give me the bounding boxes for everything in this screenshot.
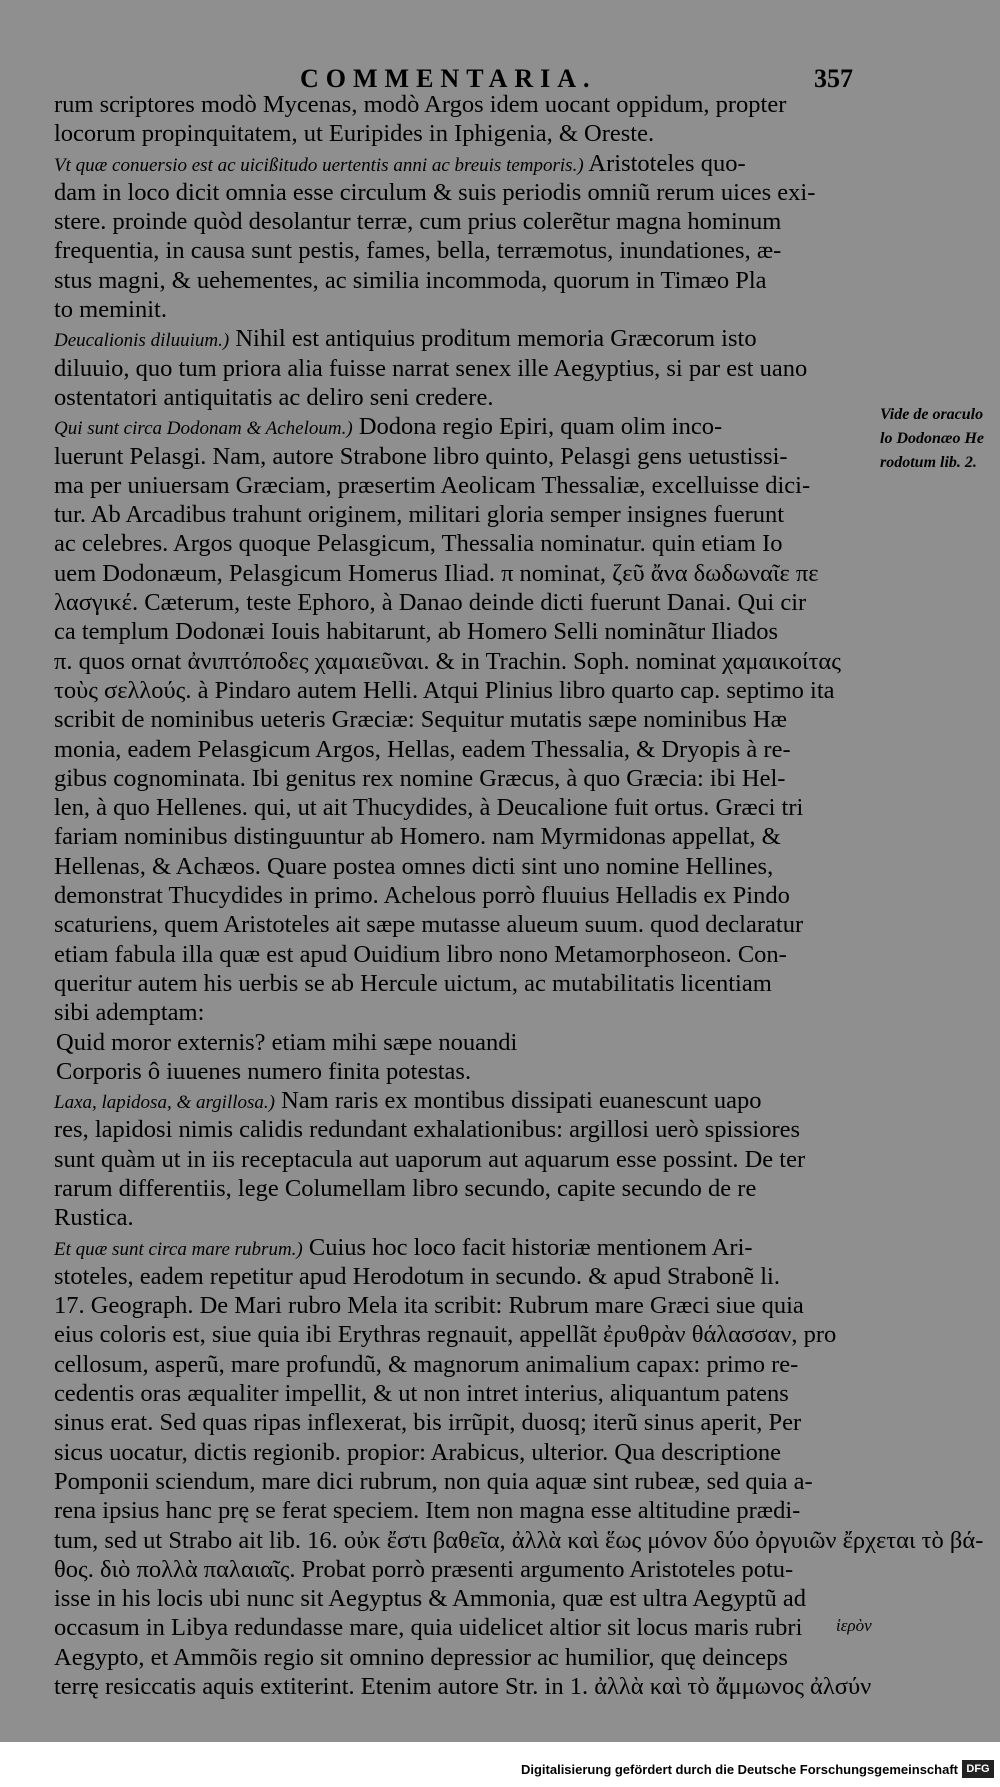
lemma: Deucalionis diluuium.) bbox=[54, 330, 230, 352]
text-line: θος. διὸ πολλὰ παλαιαῖς. Probat porrò præsenti argumento Aristoteles potu- bbox=[54, 1555, 794, 1583]
lemma-continuation: Dodona regio Epiri, quam olim inco- bbox=[352, 413, 723, 441]
folio-number: 357 bbox=[814, 64, 853, 93]
text-line: scaturiens, quem Aristoteles ait sæpe mutasse alueum suum. quod declaratur bbox=[54, 911, 804, 939]
text-line: ca templum Dodonæi Iouis habitarunt, ab Homero Selli nominãtur Iliados bbox=[54, 618, 778, 646]
text-line: ac celebres. Argos quoque Pelasgicum, Thessalia nominatur. quin etiam Io bbox=[54, 530, 783, 558]
text-line: fariam nominibus distinguuntur ab Homero. nam Myrmidonas appellat, & bbox=[54, 823, 781, 851]
text-line: terrę resiccatis aquis extiterint. Etenim autore Str. in 1. ἀλλὰ καὶ τὸ ἄμμωνος ἀλσύν bbox=[54, 1673, 872, 1701]
text-line: diluuio, quo tum priora alia fuisse narrat senex ille Aegyptius, si par est uano bbox=[54, 354, 808, 382]
text-line: dam in loco dicit omnia esse circulum & suis periodis omniũ rerum uices exi- bbox=[54, 178, 816, 206]
text-line: to meminit. bbox=[54, 296, 167, 324]
text-line: monia, eadem Pelasgicum Argos, Hellas, eadem Thessalia, & Dryopis à re- bbox=[54, 735, 791, 763]
text-line-lemma bbox=[54, 149, 874, 178]
text-line: τοὺς σελλούς. à Pindaro autem Helli. Atqui Plinius libro quarto cap. septimo ita bbox=[54, 676, 835, 704]
lemma-continuation: Nam raris ex montibus dissipati euanescunt uapo bbox=[274, 1087, 762, 1115]
text-line: len, à quo Hellenes. qui, ut ait Thucydides, à Deucalione fuit ortus. Græci tri bbox=[54, 794, 804, 822]
text-line: queritur autem his uerbis se ab Hercule uictum, ac mutabilitatis licentiam bbox=[54, 969, 772, 997]
text-line: rarum differentiis, lege Columellam libro secundo, capite secundo de re bbox=[54, 1174, 757, 1202]
text-line: uem Dodonæum, Pelasgicum Homerus Iliad. π nominat, ζεῦ ἄνα δωδωναῖε πε bbox=[54, 559, 819, 587]
text-line: rum scriptores modò Mycenas, modò Argos idem uocant oppidum, propter bbox=[54, 91, 787, 118]
lemma: Vt quæ conuersio est ac uicißitudo uertentis anni ac breuis temporis.) bbox=[54, 154, 584, 176]
text-line: tum, sed ut Strabo ait lib. 16. οὐκ ἔστι βαθεῖα, ἀλλὰ καὶ ἕως μόνον δύο ὀργυιῶν ἔρχεται τὸ βά- bbox=[54, 1526, 984, 1554]
text-line: demonstrat Thucydides in primo. Achelous porrò fluuius Helladis ex Pindo bbox=[54, 882, 790, 910]
text-line-lemma bbox=[54, 1086, 874, 1115]
text-line: Hellenas, & Achæos. Quare postea omnes dicti sint uno nomine Hellines, bbox=[54, 852, 774, 880]
lemma-continuation: Nihil est antiquius proditum memoria Græcorum isto bbox=[229, 325, 757, 353]
marginal-note-line: rodotum lib. 2. bbox=[880, 454, 977, 471]
text-line: occasum in Libya redundasse mare, quia uidelicet altior sit locus maris rubri bbox=[54, 1614, 803, 1642]
text-line: stoteles, eadem repetitur apud Herodotum in secundo. & apud Strabonẽ li. bbox=[54, 1262, 780, 1290]
marginal-note-line: Vide de oraculo bbox=[880, 406, 984, 423]
lemma-continuation: Cuius hoc loco facit historiæ mentionem Ari- bbox=[302, 1233, 753, 1261]
text-line: λασγικέ. Cæterum, teste Ephoro, à Danao deinde dicti fuerunt Danai. Qui cir bbox=[54, 589, 807, 617]
text-line: gibus cognominata. Ibi genitus rex nomine Græcus, à quo Græcia: ibi Hel- bbox=[54, 764, 786, 792]
text-line: frequentia, in causa sunt pestis, fames, bella, terræmotus, inundationes, æ- bbox=[54, 237, 782, 265]
text-line: locorum propinquitatem, ut Euripides in Iphigenia, & Oreste. bbox=[54, 120, 655, 148]
text-line: π. quos ornat ἀνιπτόποδες χαμαιεῦναι. & in Trachin. Soph. nominat χαμαικοίτας bbox=[54, 647, 841, 675]
text-line: stus magni, & uehementes, ac similia incommoda, quorum in Timæo Pla bbox=[54, 266, 767, 294]
marginal-note-line: lo Dodonæo He bbox=[880, 430, 984, 447]
text-line-lemma bbox=[54, 412, 874, 441]
text-line-lemma bbox=[54, 324, 874, 353]
text-line: rena ipsius hanc prę se ferat speciem. Item non magna esse altitudine prædi- bbox=[54, 1497, 801, 1525]
text-line: Aegypto, et Ammõis regio sit omnino depressior ac humilior, quę deinceps bbox=[54, 1643, 788, 1671]
verse-line: Corporis ô iuuenes numero finita potestas. bbox=[56, 1057, 472, 1085]
footer-bar bbox=[0, 1742, 1000, 1787]
text-line: luerunt Pelasgi. Nam, autore Strabone libro quinto, Pelasgi gens uetustissi- bbox=[54, 442, 788, 470]
catchword: ἱερὸν bbox=[836, 1616, 872, 1635]
text-line-lemma bbox=[54, 1233, 874, 1262]
lemma: Laxa, lapidosa, & argillosa.) bbox=[54, 1092, 275, 1114]
text-line: tur. Ab Arcadibus trahunt originem, militari gloria semper insignes fuerunt bbox=[54, 501, 785, 529]
text-line: eius coloris est, siue quia ibi Erythras regnauit, appellãt ἐρυθρὰν θάλασσαν, pro bbox=[54, 1321, 837, 1349]
text-line: Pomponii sciendum, mare dici rubrum, non quia aquæ sint rubeæ, sed quia a- bbox=[54, 1467, 813, 1495]
lemma: Qui sunt circa Dodonam & Acheloum.) bbox=[54, 418, 353, 440]
text-line: sinus erat. Sed quas ripas inflexerat, bis irrũpit, duosq; iterũ sinus aperit, Per bbox=[54, 1409, 802, 1437]
text-line: sicus uocatur, dictis regionib. propior: Arabicus, ulterior. Qua descriptione bbox=[54, 1438, 782, 1466]
text-line: stere. proinde quòd desolantur terræ, cum prius colerẽtur magna hominum bbox=[54, 208, 782, 236]
lemma: Et quæ sunt circa mare rubrum.) bbox=[54, 1238, 303, 1260]
text-line: ostentatori antiquitatis ac deliro seni credere. bbox=[54, 383, 494, 411]
text-line: Rustica. bbox=[54, 1204, 134, 1232]
text-line: cellosum, asperũ, mare profundũ, & magnorum animalium capax: primo re- bbox=[54, 1350, 799, 1378]
text-line: scribit de nominibus ueteris Græciæ: Sequitur mutatis sæpe nominibus Hæ bbox=[54, 706, 787, 734]
text-line: etiam fabula illa quæ est apud Ouidium libro nono Metamorphoseon. Con- bbox=[54, 940, 787, 968]
verse-line: Quid moror externis? etiam mihi sæpe nouandi bbox=[56, 1028, 518, 1056]
running-title: COMMENTARIA. bbox=[300, 64, 597, 93]
text-line: 17. Geograph. De Mari rubro Mela ita scribit: Rubrum mare Græci siue quia bbox=[54, 1292, 804, 1320]
funding-credit: Digitalisierung gefördert durch die Deutsche Forschungsgemeinschaft bbox=[520, 1762, 958, 1777]
text-line: sibi ademptam: bbox=[54, 999, 205, 1027]
text-line: res, lapidosi nimis calidis redundant exhalationibus: argillosi uerò spissiores bbox=[54, 1116, 801, 1144]
text-line: sunt quàm ut in iis receptacula aut uaporum aut aquarum esse possint. De ter bbox=[54, 1145, 806, 1173]
marginal-note bbox=[880, 403, 995, 475]
text-line: isse in his locis ubi nunc sit Aegyptus & Ammonia, quæ est ultra Aegyptũ ad bbox=[54, 1585, 806, 1613]
dfg-logo: DFG bbox=[962, 1760, 994, 1778]
text-line: cedentis oras æqualiter impellit, & ut non intret interius, aliquantum patens bbox=[54, 1380, 789, 1408]
text-line: ma per uniuersam Græciam, præsertim Aeolicam Thessaliæ, excelluisse dici- bbox=[54, 471, 811, 499]
lemma-continuation: Aristoteles quo- bbox=[583, 149, 746, 177]
